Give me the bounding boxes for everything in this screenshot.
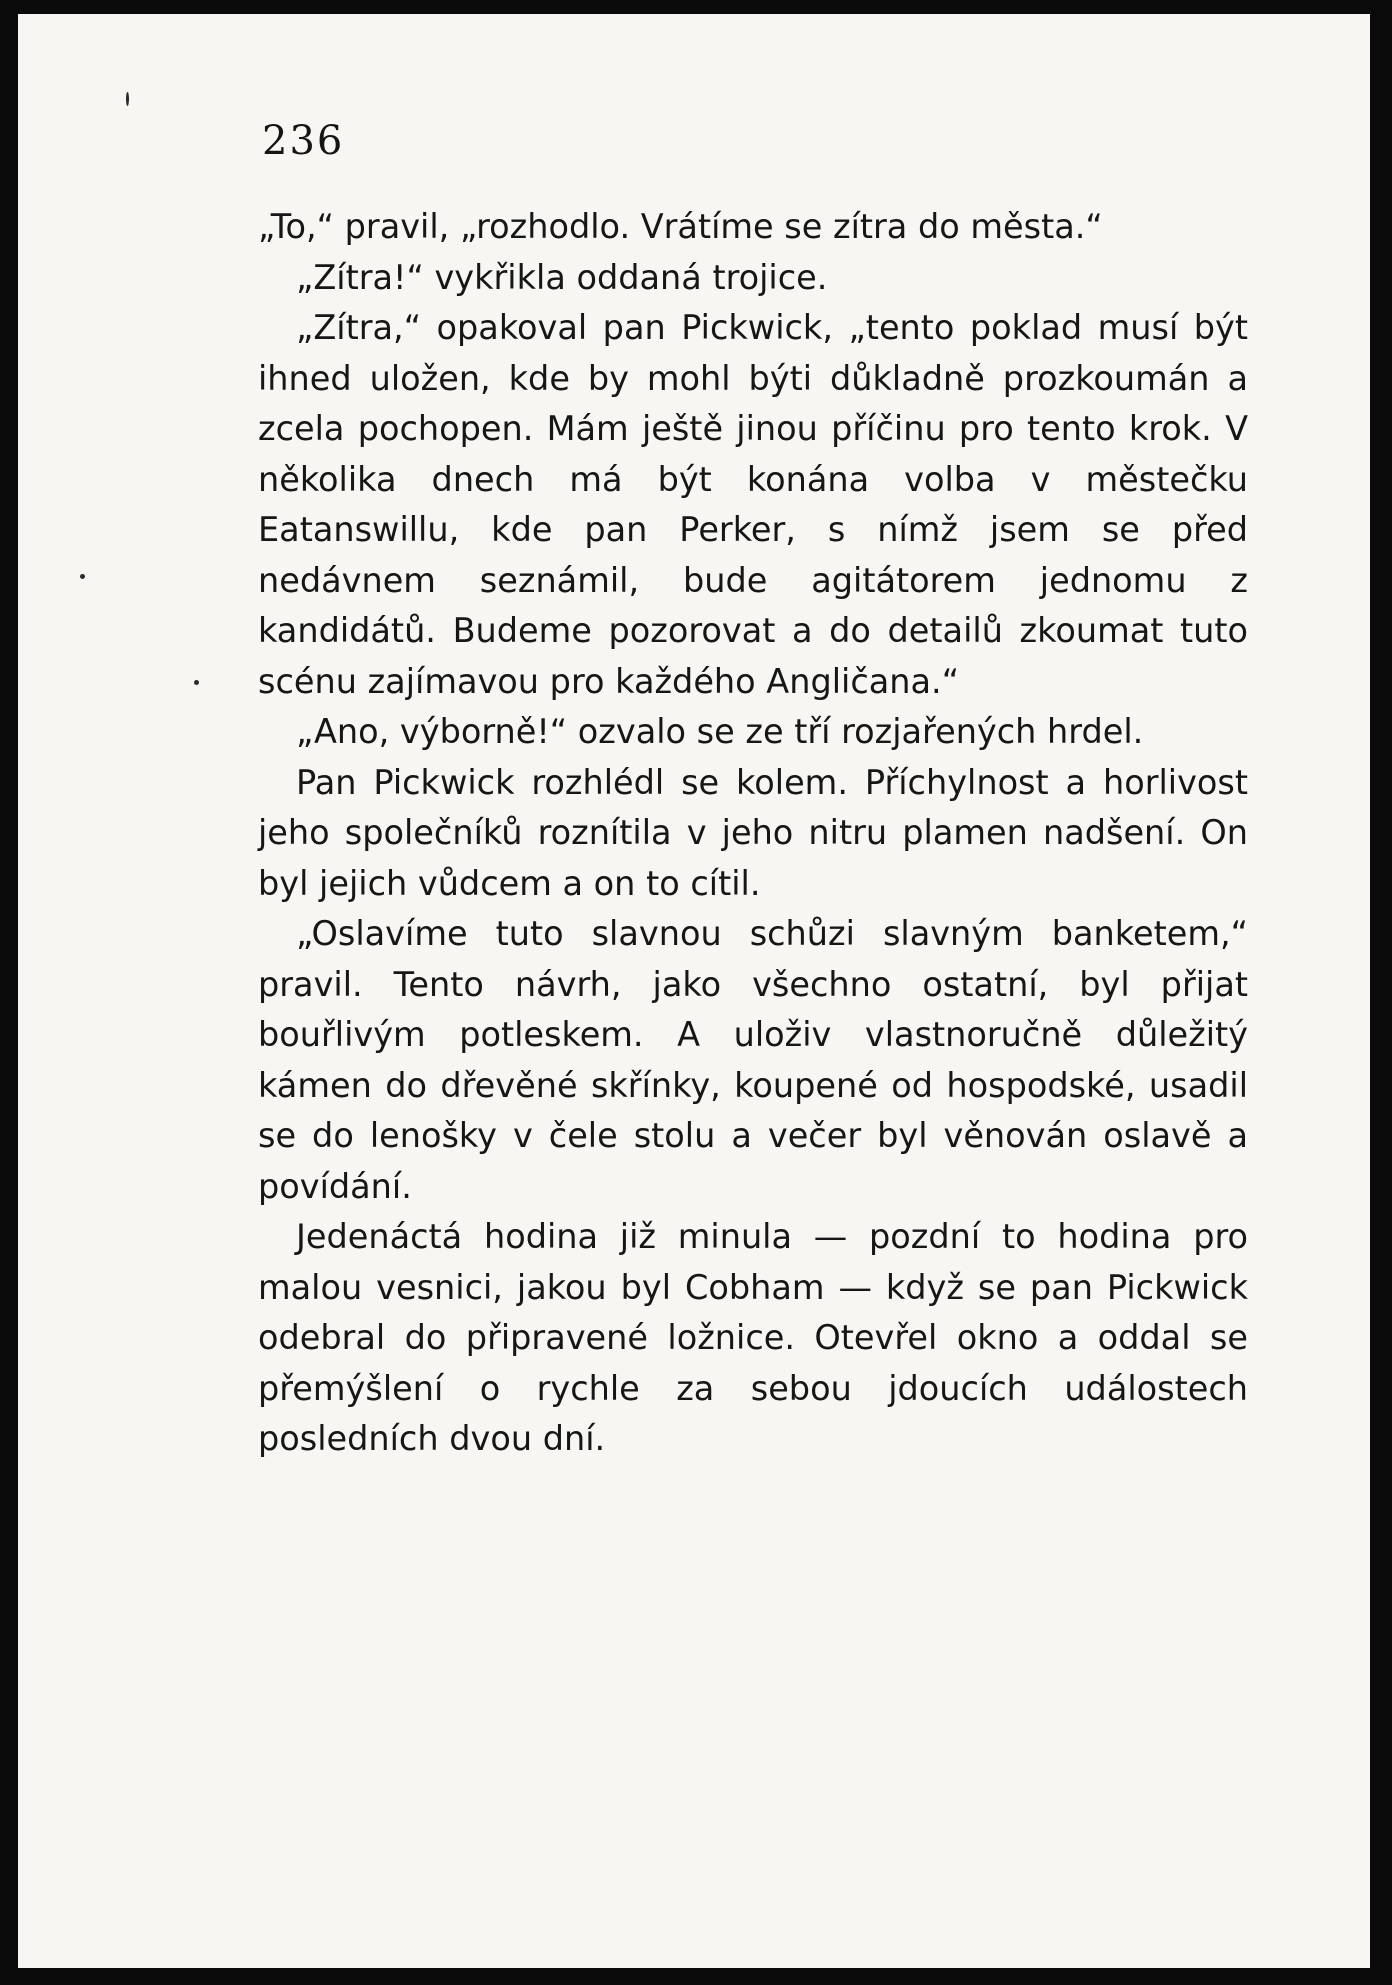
- scan-speck: [126, 92, 129, 106]
- scan-speck: [80, 574, 85, 579]
- paragraph: „Zítra!“ vykřikla oddaná trojice.: [296, 257, 828, 297]
- page-number: 236: [262, 118, 345, 164]
- paragraph: „To,“ pravil, „rozhodlo. Vrátíme se zítra do města.“: [258, 207, 1103, 246]
- paragraph: Pan Pickwick rozhlédl se kolem. Příchylnost a horlivost jeho společníků roznítila v jeho nitru plamen nadšení. On byl jejich vůdcem a on to cítil.: [258, 762, 1248, 903]
- paragraph: „Oslavíme tuto slavnou schůzi slavným banketem,“ pravil. Tento návrh, jako všechno ostatní, byl přijat bouřlivým potleskem. A uloživ vlastnoručně důležitý kámen do dřevěné skřínky, koupené od hospodské, usadil se do lenošky v čele stolu a večer byl věnován oslavě a povídání.: [258, 914, 1248, 1206]
- paragraph: Jedenáctá hodina již minula — pozdní to hodina pro malou vesnici, jakou byl Cobham — když se pan Pickwick odebral do připravené ložnice. Otevřel okno a oddal se přemýšlení o rychle za sebou jdoucích událostech posledních dvou dní.: [258, 1217, 1248, 1458]
- book-page: [18, 14, 1370, 1968]
- scan-speck: [194, 680, 199, 685]
- body-text: [258, 202, 1248, 1465]
- paragraph: „Ano, výborně!“ ozvalo se ze tří rozjařených hrdel.: [296, 712, 1144, 751]
- paragraph: „Zítra,“ opakoval pan Pickwick, „tento poklad musí být ihned uložen, kde by mohl býti důkladně prozkoumán a zcela pochopen. Mám ještě jinou příčinu pro tento krok. V několika dnech má být konána volba v městečku Eatanswillu, kde pan Perker, s nímž jsem se před nedávnem seznámil, bude agitátorem jednomu z kandidátů. Budeme pozorovat a do detailů zkoumat tuto scénu zajímavou pro každého Angličana.“: [258, 308, 1248, 701]
